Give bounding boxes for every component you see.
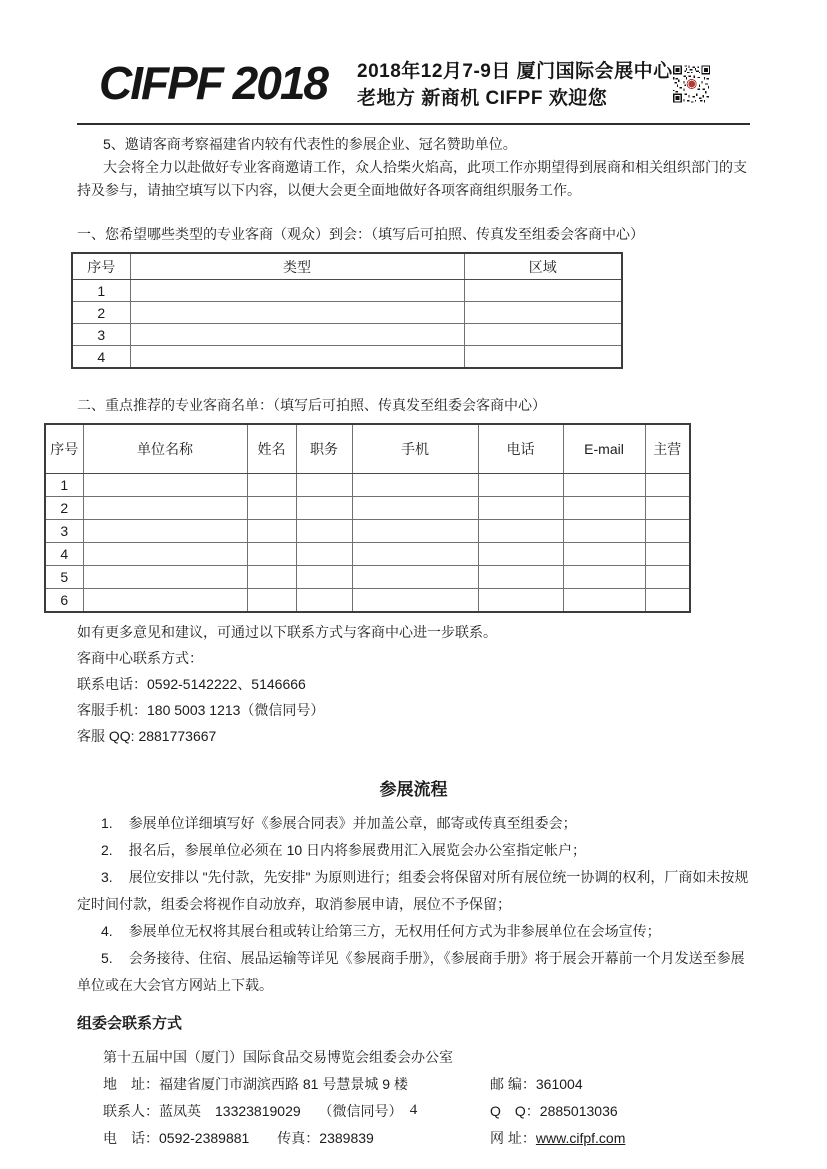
feedback-note: 如有更多意见和建议，可通过以下联系方式与客商中心进一步联系。 [77, 624, 497, 640]
empty-cell [296, 520, 352, 543]
empty-cell [247, 520, 296, 543]
table-row [45, 497, 690, 520]
table-row [72, 280, 622, 302]
empty-cell [247, 497, 296, 520]
qr-code-icon [673, 56, 710, 112]
table-row [72, 324, 622, 346]
section1-title: 一、您希望哪些类型的专业客商（观众）到会：（填写后可拍照、传真发至组委会客商中心） [77, 226, 644, 242]
committee-website [490, 1125, 625, 1152]
committee-contact-person: 联系人：蓝凤英 13323819029 （微信同号） [103, 1103, 403, 1119]
empty-cell [247, 543, 296, 566]
process-item [77, 837, 750, 864]
empty-cell [464, 324, 622, 346]
table-header-row [45, 424, 690, 474]
empty-cell [352, 543, 478, 566]
empty-cell [645, 543, 690, 566]
row-number: 3 [72, 324, 130, 346]
empty-cell [478, 566, 563, 589]
item-text: 参展单位无权将其展台租或转让给第三方，无权用任何方式为非参展单位在会场宣传； [128, 923, 661, 939]
empty-cell [645, 566, 690, 589]
visitor-type-table [71, 252, 623, 369]
buyer-center-mobile: 客服手机：180 5003 1213（微信同号） [77, 702, 325, 718]
committee-address: 地 址：福建省厦门市湖滨西路 81 号慧景城 9 楼 [103, 1076, 408, 1092]
committee-contact-title: 组委会联系方式 [77, 1015, 183, 1032]
row-number: 1 [45, 474, 83, 497]
empty-cell [352, 520, 478, 543]
table-header-row [72, 253, 622, 280]
buyer-center-contact-label: 客商中心联系方式： [77, 650, 203, 666]
committee-qq: Q Q：2885013036 [490, 1103, 618, 1119]
empty-cell [478, 474, 563, 497]
table-row [45, 543, 690, 566]
empty-cell [247, 566, 296, 589]
empty-cell [83, 589, 247, 613]
item-number: 3. [101, 869, 113, 885]
empty-cell [563, 520, 645, 543]
empty-cell [83, 543, 247, 566]
table-row [72, 302, 622, 324]
empty-cell [464, 302, 622, 324]
item-number: 5. [101, 950, 113, 966]
empty-cell [296, 543, 352, 566]
process-item [77, 945, 750, 999]
committee-row-phone [77, 1125, 750, 1152]
col-header-name: 姓名 [247, 424, 296, 474]
empty-cell [296, 474, 352, 497]
empty-cell [83, 497, 247, 520]
row-number: 3 [45, 520, 83, 543]
empty-cell [130, 280, 464, 302]
empty-cell [464, 280, 622, 302]
item-text: 展位安排以 "先付款，先安排" 为原则进行；组委会将保留对所有展位统一协调的权利，厂商如未按规定时间付款，组委会将视作自动放弃，取消参展申请，展位不予保留； [77, 869, 749, 912]
table-row [45, 474, 690, 497]
empty-cell [296, 497, 352, 520]
table-row [72, 346, 622, 369]
empty-cell [296, 589, 352, 613]
row-number: 1 [72, 280, 130, 302]
buyer-center-qq: 客服 QQ: 2881773667 [77, 728, 217, 744]
row-number: 5 [45, 566, 83, 589]
process-item [77, 810, 750, 837]
empty-cell [247, 589, 296, 613]
website-link[interactable]: www.cifpf.com [535, 1130, 626, 1146]
row-number: 4 [45, 543, 83, 566]
col-header-email: E-mail [563, 424, 645, 474]
row-number: 2 [72, 302, 130, 324]
exhibition-process-list [77, 810, 750, 999]
col-header-seq: 序号 [45, 424, 83, 474]
intro-paragraph: 大会将全力以赴做好专业客商邀请工作，众人拾柴火焰高，此项工作亦期望得到展商和相关组织部门的支持及参与，请抽空填写以下内容，以便大会更全面地做好各项客商组织服务工作。 [77, 159, 747, 198]
buyer-center-contact-block [77, 619, 750, 749]
process-item [77, 918, 750, 945]
empty-cell [247, 474, 296, 497]
empty-cell [83, 566, 247, 589]
empty-cell [645, 589, 690, 613]
intro-item-5: 5、邀请客商考察福建省内较有代表性的参展企业、冠名赞助单位。 [103, 136, 517, 152]
row-number: 6 [45, 589, 83, 613]
item-number: 4. [101, 923, 113, 939]
empty-cell [130, 302, 464, 324]
empty-cell [478, 497, 563, 520]
empty-cell [83, 520, 247, 543]
empty-cell [352, 566, 478, 589]
col-header-type: 类型 [130, 253, 464, 280]
section2-title: 二、重点推荐的专业客商名单：（填写后可拍照、传真发至组委会客商中心） [77, 397, 546, 413]
col-header-phone: 电话 [478, 424, 563, 474]
empty-cell [478, 543, 563, 566]
empty-cell [563, 543, 645, 566]
website-label: 网 址： [490, 1130, 536, 1146]
empty-cell [352, 474, 478, 497]
empty-cell [464, 346, 622, 369]
empty-cell [130, 346, 464, 369]
recommended-buyers-table [44, 423, 691, 613]
empty-cell [296, 566, 352, 589]
table-row [45, 566, 690, 589]
table-row [45, 589, 690, 613]
table-row [45, 520, 690, 543]
empty-cell [563, 497, 645, 520]
item-text: 参展单位详细填写好《参展合同表》并加盖公章，邮寄或传真至组委会； [128, 815, 577, 831]
empty-cell [563, 566, 645, 589]
exhibition-process-title: 参展流程 [379, 780, 448, 799]
empty-cell [352, 497, 478, 520]
event-slogan: 老地方 新商机 CIFPF 欢迎您 [357, 88, 608, 109]
item-number: 1. [101, 815, 113, 831]
col-header-seq: 序号 [72, 253, 130, 280]
row-number: 4 [72, 346, 130, 369]
page-header [77, 0, 750, 114]
header-divider [77, 123, 750, 125]
committee-office-name: 第十五届中国（厦门）国际食品交易博览会组委会办公室 [103, 1049, 453, 1065]
event-date-venue: 2018年12月7-9日 厦门国际会展中心 [357, 61, 673, 82]
page-number: 4 [409, 1102, 418, 1118]
col-header-title: 职务 [296, 424, 352, 474]
empty-cell [478, 520, 563, 543]
empty-cell [563, 474, 645, 497]
header-tagline [357, 58, 673, 112]
committee-phone-fax: 电 话：0592-2389881 传真：2389839 [103, 1130, 374, 1146]
item-text: 报名后，参展单位必须在 10 日内将参展费用汇入展览会办公室指定帐户； [128, 842, 587, 858]
committee-postcode: 邮 编：361004 [490, 1076, 583, 1092]
col-header-region: 区域 [464, 253, 622, 280]
empty-cell [478, 589, 563, 613]
empty-cell [352, 589, 478, 613]
empty-cell [130, 324, 464, 346]
item-number: 2. [101, 842, 113, 858]
buyer-center-phone: 联系电话：0592-5142222、5146666 [77, 676, 306, 692]
empty-cell [645, 520, 690, 543]
col-header-mobile: 手机 [352, 424, 478, 474]
cifpf-logo: CIFPF 2018 [99, 57, 327, 109]
empty-cell [645, 497, 690, 520]
item-text: 会务接待、住宿、展品运输等详见《参展商手册》，《参展商手册》将于展会开幕前一个月发送至参展单位或在大会官方网站上下载。 [77, 950, 745, 993]
row-number: 2 [45, 497, 83, 520]
empty-cell [563, 589, 645, 613]
empty-cell [83, 474, 247, 497]
col-header-main-business: 主营 [645, 424, 690, 474]
empty-cell [645, 474, 690, 497]
col-header-company: 单位名称 [83, 424, 247, 474]
committee-row-address [77, 1071, 750, 1098]
process-item [77, 864, 750, 918]
